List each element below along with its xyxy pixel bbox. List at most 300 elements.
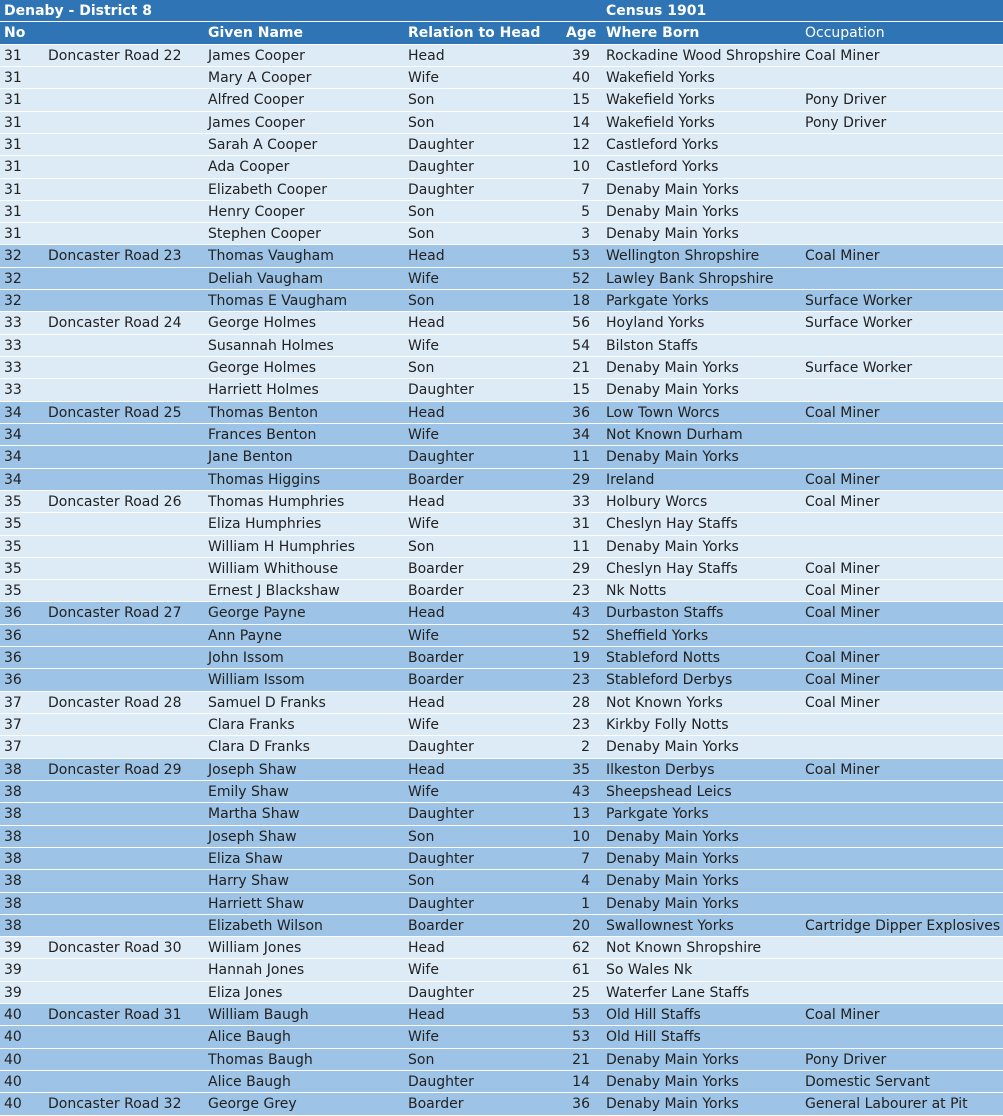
address-cell: Doncaster Road 29 — [48, 761, 182, 778]
age-cell: 11 — [572, 538, 590, 555]
age-cell: 2 — [581, 739, 590, 756]
age-cell: 7 — [581, 850, 590, 867]
household-number-cell: 37 — [4, 717, 22, 733]
where-born-cell: Wakefield Yorks — [606, 114, 715, 131]
address-cell: Doncaster Road 28 — [48, 694, 182, 711]
relation-to-head-cell: Son — [408, 873, 435, 890]
given-name-cell: Mary A Cooper — [208, 69, 312, 86]
table-row — [0, 112, 1003, 134]
table-row — [0, 513, 1003, 535]
age-cell: 34 — [572, 426, 590, 443]
table-row — [0, 714, 1003, 736]
household-number-cell: 32 — [4, 293, 22, 310]
table-row — [0, 1004, 1003, 1026]
age-cell: 52 — [572, 270, 590, 287]
where-born-cell: Not Known Yorks — [606, 694, 723, 711]
given-name-cell: Thomas Higgins — [208, 471, 321, 488]
occupation-cell: Coal Miner — [805, 47, 880, 64]
relation-to-head-cell: Head — [408, 605, 445, 622]
given-name-cell: Frances Benton — [208, 426, 317, 443]
where-born-cell: Lawley Bank Shropshire — [606, 270, 774, 287]
household-number-cell: 31 — [4, 181, 22, 198]
age-cell: 15 — [572, 382, 590, 399]
where-born-cell: Sheepshead Leics — [606, 783, 732, 800]
age-cell: 21 — [572, 1051, 590, 1068]
address-cell: Doncaster Road 30 — [48, 940, 182, 957]
occupation-cell: Surface Worker — [805, 315, 913, 332]
table-row — [0, 803, 1003, 825]
age-cell: 5 — [581, 203, 590, 220]
relation-to-head-cell: Daughter — [408, 806, 474, 823]
household-number-cell: 36 — [4, 650, 22, 667]
relation-to-head-cell: Wife — [408, 627, 439, 644]
where-born-cell: Parkgate Yorks — [606, 293, 709, 310]
where-born-cell: Not Known Shropshire — [606, 940, 762, 957]
relation-to-head-cell: Head — [408, 404, 445, 421]
column-header-row — [0, 22, 1003, 44]
where-born-cell: Swallownest Yorks — [606, 917, 734, 934]
age-cell: 10 — [572, 159, 590, 176]
household-number-cell: 35 — [4, 493, 22, 510]
occupation-cell: Coal Miner — [805, 560, 880, 577]
occupation-cell: Coal Miner — [805, 605, 880, 622]
given-name-cell: Thomas E Vaugham — [208, 293, 348, 310]
household-number-cell: 34 — [4, 471, 22, 488]
given-name-cell: Harriett Holmes — [208, 382, 319, 399]
where-born-cell: Not Known Durham — [606, 426, 743, 443]
table-row — [0, 558, 1003, 580]
household-number-cell: 31 — [4, 69, 22, 86]
occupation-cell: Coal Miner — [805, 650, 880, 667]
table-row — [0, 1049, 1003, 1071]
table-row — [0, 692, 1003, 714]
household-number-cell: 38 — [4, 806, 22, 823]
col-header-given-name: Given Name — [208, 25, 303, 42]
household-number-cell: 36 — [4, 605, 22, 622]
table-row — [0, 335, 1003, 357]
occupation-cell: Coal Miner — [805, 404, 880, 421]
relation-to-head-cell: Son — [408, 114, 435, 131]
given-name-cell: Alfred Cooper — [208, 92, 304, 109]
given-name-cell: William Issom — [208, 672, 305, 689]
census-label: Census 1901 — [606, 3, 707, 19]
age-cell: 43 — [572, 605, 590, 622]
relation-to-head-cell: Daughter — [408, 449, 474, 466]
relation-to-head-cell: Son — [408, 828, 435, 845]
census-rows — [0, 45, 1003, 1116]
age-cell: 10 — [572, 828, 590, 845]
household-number-cell: 31 — [4, 203, 22, 220]
table-row — [0, 959, 1003, 981]
age-cell: 14 — [572, 114, 590, 131]
relation-to-head-cell: Head — [408, 248, 445, 265]
given-name-cell: Elizabeth Wilson — [208, 917, 323, 934]
table-row — [0, 848, 1003, 870]
where-born-cell: Denaby Main Yorks — [606, 449, 739, 466]
household-number-cell: 32 — [4, 270, 22, 287]
age-cell: 53 — [572, 1029, 590, 1046]
where-born-cell: Wellington Shropshire — [606, 248, 760, 265]
address-cell: Doncaster Road 24 — [48, 315, 182, 332]
where-born-cell: Castleford Yorks — [606, 136, 719, 153]
given-name-cell: James Cooper — [208, 114, 305, 131]
household-number-cell: 38 — [4, 828, 22, 845]
household-number-cell: 39 — [4, 962, 22, 979]
relation-to-head-cell: Head — [408, 47, 445, 64]
age-cell: 29 — [572, 471, 590, 488]
given-name-cell: Henry Cooper — [208, 203, 305, 220]
given-name-cell: Clara D Franks — [208, 739, 310, 756]
age-cell: 20 — [572, 917, 590, 934]
relation-to-head-cell: Son — [408, 538, 435, 555]
where-born-cell: Denaby Main Yorks — [606, 1096, 739, 1113]
table-row — [0, 402, 1003, 424]
relation-to-head-cell: Son — [408, 293, 435, 310]
where-born-cell: Sheffield Yorks — [606, 627, 709, 644]
table-row — [0, 156, 1003, 178]
household-number-cell: 33 — [4, 360, 22, 376]
household-number-cell: 39 — [4, 984, 22, 1001]
table-row — [0, 759, 1003, 781]
given-name-cell: Harry Shaw — [208, 873, 289, 890]
given-name-cell: George Holmes — [208, 360, 317, 376]
relation-to-head-cell: Son — [408, 92, 435, 109]
relation-to-head-cell: Wife — [408, 783, 439, 800]
household-number-cell: 33 — [4, 382, 22, 399]
given-name-cell: Eliza Shaw — [208, 850, 283, 867]
address-cell: Doncaster Road 27 — [48, 605, 182, 622]
occupation-cell: Pony Driver — [805, 1051, 887, 1068]
age-cell: 52 — [572, 627, 590, 644]
col-header-where-born: Where Born — [606, 25, 700, 42]
age-cell: 29 — [572, 560, 590, 577]
table-row — [0, 826, 1003, 848]
age-cell: 1 — [581, 895, 590, 912]
given-name-cell: Samuel D Franks — [208, 694, 326, 711]
given-name-cell: Harriett Shaw — [208, 895, 305, 912]
address-cell: Doncaster Road 31 — [48, 1007, 182, 1024]
given-name-cell: George Holmes — [208, 315, 317, 332]
age-cell: 61 — [572, 962, 590, 979]
relation-to-head-cell: Boarder — [408, 1096, 464, 1113]
household-number-cell: 35 — [4, 583, 22, 600]
address-cell: Doncaster Road 23 — [48, 248, 182, 265]
where-born-cell: Denaby Main Yorks — [606, 850, 739, 867]
table-row — [0, 89, 1003, 111]
relation-to-head-cell: Daughter — [408, 1074, 474, 1090]
table-row — [0, 580, 1003, 602]
given-name-cell: William H Humphries — [208, 538, 356, 555]
age-cell: 13 — [572, 806, 590, 823]
age-cell: 43 — [572, 783, 590, 800]
occupation-cell: Coal Miner — [805, 493, 880, 510]
relation-to-head-cell: Boarder — [408, 672, 464, 689]
occupation-cell: Domestic Servant — [805, 1074, 930, 1090]
table-row — [0, 536, 1003, 558]
occupation-cell: Coal Miner — [805, 471, 880, 488]
relation-to-head-cell: Head — [408, 1007, 445, 1024]
given-name-cell: Elizabeth Cooper — [208, 181, 328, 198]
occupation-cell: Pony Driver — [805, 92, 887, 109]
relation-to-head-cell: Boarder — [408, 650, 464, 667]
given-name-cell: George Grey — [208, 1096, 297, 1113]
relation-to-head-cell: Wife — [408, 962, 439, 979]
where-born-cell: Denaby Main Yorks — [606, 1051, 739, 1068]
where-born-cell: Bilston Staffs — [606, 337, 698, 354]
given-name-cell: Ernest J Blackshaw — [208, 583, 340, 600]
given-name-cell: William Jones — [208, 940, 302, 957]
table-row — [0, 625, 1003, 647]
address-cell: Doncaster Road 32 — [48, 1096, 182, 1113]
relation-to-head-cell: Wife — [408, 337, 439, 354]
relation-to-head-cell: Head — [408, 493, 445, 510]
given-name-cell: Joseph Shaw — [208, 761, 297, 778]
household-number-cell: 36 — [4, 627, 22, 644]
table-row — [0, 647, 1003, 669]
where-born-cell: Nk Notts — [606, 583, 667, 600]
col-header-no: No — [4, 25, 26, 42]
relation-to-head-cell: Wife — [408, 1029, 439, 1046]
given-name-cell: John Issom — [208, 650, 284, 667]
household-number-cell: 38 — [4, 850, 22, 867]
occupation-cell: Surface Worker — [805, 293, 913, 310]
age-cell: 21 — [572, 360, 590, 376]
table-row — [0, 223, 1003, 245]
table-row — [0, 937, 1003, 959]
household-number-cell: 38 — [4, 895, 22, 912]
given-name-cell: Thomas Vaugham — [208, 248, 334, 265]
table-row — [0, 201, 1003, 223]
given-name-cell: James Cooper — [208, 47, 305, 64]
age-cell: 23 — [572, 717, 590, 733]
given-name-cell: Thomas Benton — [208, 404, 318, 421]
age-cell: 53 — [572, 248, 590, 265]
household-number-cell: 40 — [4, 1096, 22, 1113]
given-name-cell: Hannah Jones — [208, 962, 305, 979]
household-number-cell: 38 — [4, 873, 22, 890]
relation-to-head-cell: Son — [408, 226, 435, 243]
where-born-cell: Hoyland Yorks — [606, 315, 705, 332]
relation-to-head-cell: Daughter — [408, 984, 474, 1001]
given-name-cell: Joseph Shaw — [208, 828, 297, 845]
age-cell: 28 — [572, 694, 590, 711]
household-number-cell: 35 — [4, 538, 22, 555]
where-born-cell: Denaby Main Yorks — [606, 739, 739, 756]
age-cell: 25 — [572, 984, 590, 1001]
table-row — [0, 602, 1003, 624]
where-born-cell: Old Hill Staffs — [606, 1029, 701, 1046]
table-row — [0, 1093, 1003, 1115]
given-name-cell: Clara Franks — [208, 717, 295, 733]
given-name-cell: Ann Payne — [208, 627, 282, 644]
relation-to-head-cell: Wife — [408, 516, 439, 533]
table-row — [0, 1071, 1003, 1093]
age-cell: 23 — [572, 583, 590, 600]
table-row — [0, 893, 1003, 915]
where-born-cell: Low Town Worcs — [606, 404, 720, 421]
where-born-cell: Parkgate Yorks — [606, 806, 709, 823]
age-cell: 4 — [581, 873, 590, 890]
table-row — [0, 469, 1003, 491]
where-born-cell: Waterfer Lane Staffs — [606, 984, 750, 1001]
age-cell: 23 — [572, 672, 590, 689]
table-row — [0, 982, 1003, 1004]
household-number-cell: 40 — [4, 1029, 22, 1046]
age-cell: 19 — [572, 650, 590, 667]
relation-to-head-cell: Head — [408, 315, 445, 332]
household-number-cell: 34 — [4, 449, 22, 466]
household-number-cell: 38 — [4, 761, 22, 778]
occupation-cell: Coal Miner — [805, 1007, 880, 1024]
household-number-cell: 31 — [4, 114, 22, 131]
where-born-cell: Holbury Worcs — [606, 493, 708, 510]
where-born-cell: Kirkby Folly Notts — [606, 717, 729, 733]
where-born-cell: Wakefield Yorks — [606, 69, 715, 86]
relation-to-head-cell: Wife — [408, 717, 439, 733]
age-cell: 11 — [572, 449, 590, 466]
where-born-cell: Denaby Main Yorks — [606, 181, 739, 198]
given-name-cell: Alice Baugh — [208, 1074, 291, 1090]
relation-to-head-cell: Daughter — [408, 136, 474, 153]
relation-to-head-cell: Son — [408, 360, 435, 376]
table-row — [0, 179, 1003, 201]
age-cell: 35 — [572, 761, 590, 778]
address-cell: Doncaster Road 26 — [48, 493, 182, 510]
given-name-cell: Sarah A Cooper — [208, 136, 318, 153]
relation-to-head-cell: Wife — [408, 270, 439, 287]
where-born-cell: Denaby Main Yorks — [606, 203, 739, 220]
where-born-cell: Denaby Main Yorks — [606, 895, 739, 912]
age-cell: 56 — [572, 315, 590, 332]
col-header-age: Age — [566, 25, 597, 42]
household-number-cell: 37 — [4, 739, 22, 756]
household-number-cell: 33 — [4, 337, 22, 354]
age-cell: 62 — [572, 940, 590, 957]
where-born-cell: Denaby Main Yorks — [606, 1074, 739, 1090]
occupation-cell: Pony Driver — [805, 114, 887, 131]
age-cell: 36 — [572, 404, 590, 421]
address-cell: Doncaster Road 25 — [48, 404, 182, 421]
table-row — [0, 134, 1003, 156]
address-cell: Doncaster Road 22 — [48, 47, 182, 64]
occupation-cell: General Labourer at Pit — [805, 1096, 968, 1113]
age-cell: 14 — [572, 1074, 590, 1090]
relation-to-head-cell: Wife — [408, 426, 439, 443]
relation-to-head-cell: Son — [408, 203, 435, 220]
occupation-cell: Coal Miner — [805, 248, 880, 265]
household-number-cell: 31 — [4, 136, 22, 153]
given-name-cell: Ada Cooper — [208, 159, 290, 176]
table-row — [0, 781, 1003, 803]
table-row — [0, 424, 1003, 446]
table-row — [0, 67, 1003, 89]
col-header-relation: Relation to Head — [408, 25, 541, 42]
age-cell: 15 — [572, 92, 590, 109]
where-born-cell: Wakefield Yorks — [606, 92, 715, 109]
relation-to-head-cell: Boarder — [408, 583, 464, 600]
relation-to-head-cell: Daughter — [408, 895, 474, 912]
where-born-cell: Denaby Main Yorks — [606, 873, 739, 890]
relation-to-head-cell: Boarder — [408, 560, 464, 577]
household-number-cell: 31 — [4, 92, 22, 109]
age-cell: 53 — [572, 1007, 590, 1024]
where-born-cell: Ireland — [606, 471, 655, 488]
where-born-cell: Ilkeston Derbys — [606, 761, 715, 778]
age-cell: 12 — [572, 136, 590, 153]
where-born-cell: Stableford Notts — [606, 650, 720, 667]
given-name-cell: William Whithouse — [208, 560, 339, 577]
relation-to-head-cell: Wife — [408, 69, 439, 86]
given-name-cell: Alice Baugh — [208, 1029, 291, 1046]
occupation-cell: Cartridge Dipper Explosives — [805, 917, 1001, 934]
given-name-cell: William Baugh — [208, 1007, 309, 1024]
occupation-cell: Surface Worker — [805, 360, 913, 376]
relation-to-head-cell: Boarder — [408, 917, 464, 934]
given-name-cell: Thomas Baugh — [208, 1051, 313, 1068]
relation-to-head-cell: Head — [408, 940, 445, 957]
given-name-cell: Emily Shaw — [208, 783, 289, 800]
table-row — [0, 491, 1003, 513]
household-number-cell: 31 — [4, 226, 22, 243]
age-cell: 54 — [572, 337, 590, 354]
title-row — [0, 0, 1003, 22]
household-number-cell: 35 — [4, 516, 22, 533]
age-cell: 36 — [572, 1096, 590, 1113]
relation-to-head-cell: Daughter — [408, 739, 474, 756]
household-number-cell: 35 — [4, 560, 22, 577]
table-row — [0, 736, 1003, 758]
where-born-cell: Denaby Main Yorks — [606, 828, 739, 845]
household-number-cell: 34 — [4, 404, 22, 421]
given-name-cell: Jane Benton — [208, 449, 293, 466]
where-born-cell: Denaby Main Yorks — [606, 538, 739, 555]
table-row — [0, 290, 1003, 312]
given-name-cell: Eliza Jones — [208, 984, 283, 1001]
where-born-cell: Denaby Main Yorks — [606, 382, 739, 399]
table-row — [0, 669, 1003, 691]
table-row — [0, 357, 1003, 379]
household-number-cell: 31 — [4, 47, 22, 64]
household-number-cell: 33 — [4, 315, 22, 332]
where-born-cell: Old Hill Staffs — [606, 1007, 701, 1024]
age-cell: 3 — [581, 226, 590, 243]
household-number-cell: 32 — [4, 248, 22, 265]
given-name-cell: Thomas Humphries — [208, 493, 345, 510]
age-cell: 40 — [572, 69, 590, 86]
where-born-cell: Stableford Derbys — [606, 672, 733, 689]
relation-to-head-cell: Boarder — [408, 471, 464, 488]
relation-to-head-cell: Daughter — [408, 382, 474, 399]
relation-to-head-cell: Daughter — [408, 181, 474, 198]
occupation-cell: Coal Miner — [805, 672, 880, 689]
table-row — [0, 245, 1003, 267]
where-born-cell: Cheslyn Hay Staffs — [606, 516, 738, 533]
table-row — [0, 915, 1003, 937]
household-number-cell: 39 — [4, 940, 22, 957]
household-number-cell: 40 — [4, 1051, 22, 1068]
household-number-cell: 36 — [4, 672, 22, 689]
household-number-cell: 40 — [4, 1007, 22, 1024]
given-name-cell: Martha Shaw — [208, 806, 300, 823]
where-born-cell: Rockadine Wood Shropshire — [606, 47, 801, 64]
table-row — [0, 379, 1003, 401]
age-cell: 7 — [581, 181, 590, 198]
where-born-cell: Cheslyn Hay Staffs — [606, 560, 738, 577]
table-row — [0, 268, 1003, 290]
household-number-cell: 37 — [4, 694, 22, 711]
given-name-cell: Susannah Holmes — [208, 337, 334, 354]
table-row — [0, 45, 1003, 67]
